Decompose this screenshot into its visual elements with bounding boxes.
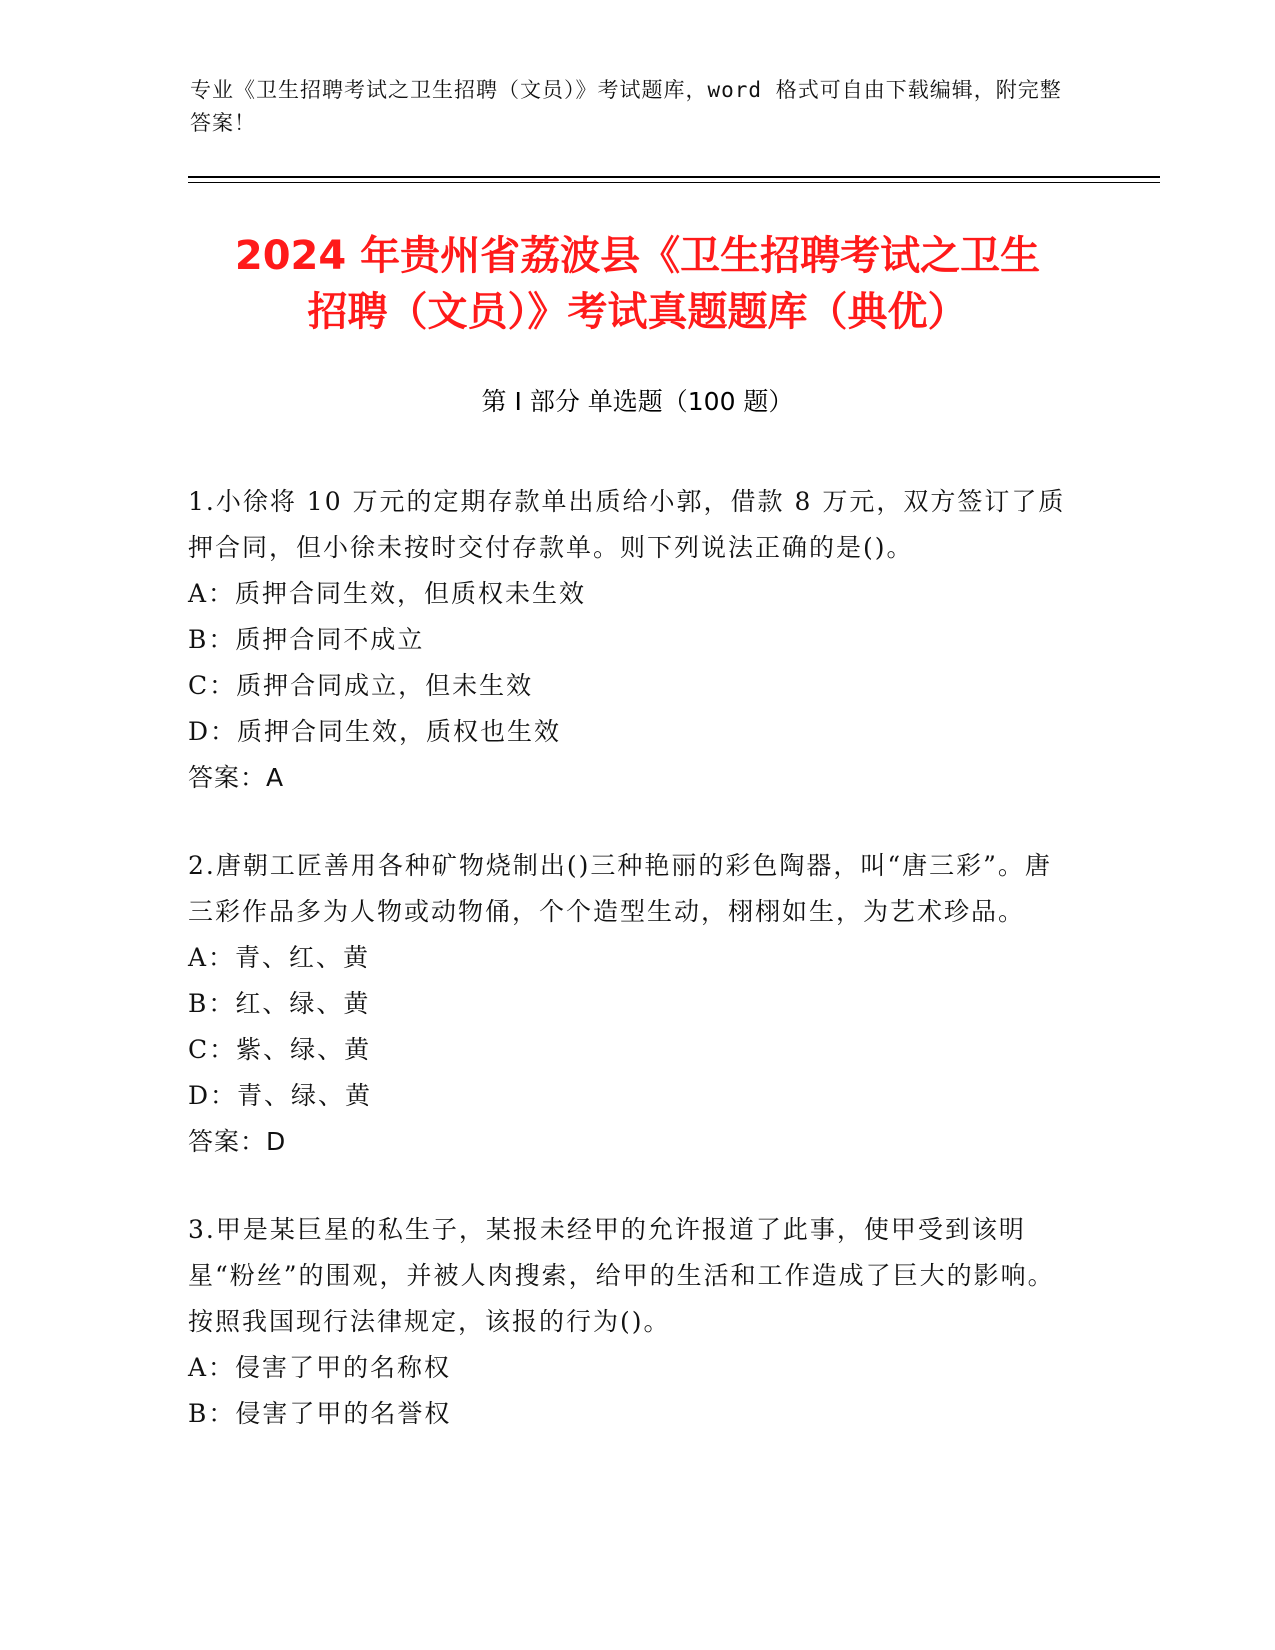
question-list [188, 479, 1068, 1479]
question-stem: 2.唐朝工匠善用各种矿物烧制出()三种艳丽的彩色陶器，叫“唐三彩”。唐三彩作品多为人物或动物俑，个个造型生动，栩栩如生，为艺术珍品。 [188, 851, 1052, 926]
document-title-line-2: 招聘（文员）》考试真题题库（典优） [307, 289, 968, 335]
option-a: A：质押合同生效，但质权未生效 [188, 579, 587, 608]
option-d: D：质押合同生效，质权也生效 [188, 717, 562, 746]
header-divider-thick [188, 176, 1160, 178]
option-a: A：侵害了甲的名称权 [188, 1353, 452, 1382]
question-1 [188, 479, 1068, 801]
header-divider-thin [188, 182, 1160, 183]
question-3 [188, 1207, 1068, 1437]
section-heading: 第 I 部分 单选题（100 题） [481, 387, 794, 416]
option-c: C：质押合同成立，但未生效 [188, 671, 534, 700]
question-stem: 1.小徐将 10 万元的定期存款单出质给小郭，借款 8 万元，双方签订了质押合同，但小徐未按时交付存款单。则下列说法正确的是()。 [188, 487, 1066, 562]
question-2 [188, 843, 1068, 1165]
question-stem: 3.甲是某巨星的私生子，某报未经甲的允许报道了此事，使甲受到该明星“粉丝”的围观，并被人肉搜索，给甲的生活和工作造成了巨大的影响。按照我国现行法律规定，该报的行为()。 [188, 1215, 1055, 1336]
option-b: B：红、绿、黄 [188, 989, 371, 1018]
document-title-line-1: 2024 年贵州省荔波县《卫生招聘考试之卫生 [234, 233, 1041, 279]
option-b: B：侵害了甲的名誉权 [188, 1399, 452, 1428]
option-d: D：青、绿、黄 [188, 1081, 373, 1110]
option-a: A：青、红、黄 [188, 943, 371, 972]
option-c: C：紫、绿、黄 [188, 1035, 372, 1064]
header-note: 专业《卫生招聘考试之卫生招聘（文员）》考试题库，word 格式可自由下载编辑，附完整答案！ [190, 78, 1062, 135]
document-title [150, 228, 1125, 340]
answer: 答案：D [188, 1127, 287, 1156]
answer: 答案：A [188, 763, 285, 792]
option-b: B：质押合同不成立 [188, 625, 425, 654]
